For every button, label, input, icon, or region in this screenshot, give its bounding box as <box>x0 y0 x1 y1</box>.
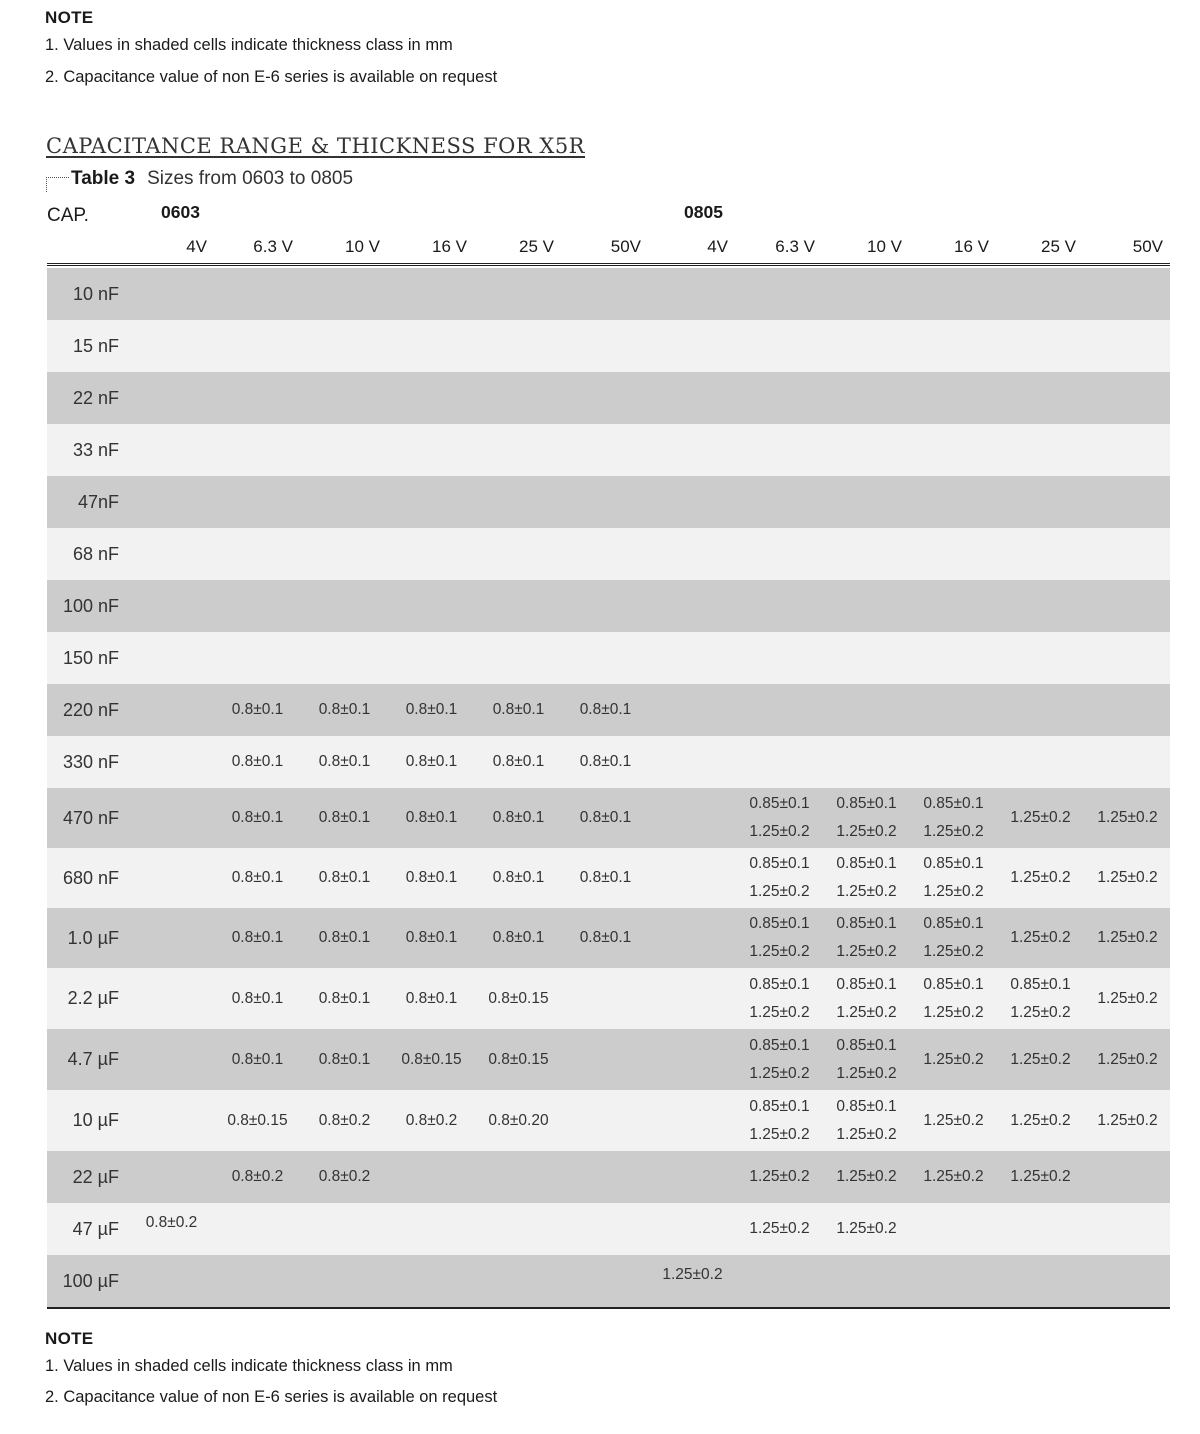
thickness-cell: 0.8±0.1 <box>405 701 458 718</box>
thickness-cell: 1.25±0.2 <box>749 1220 810 1237</box>
thickness-cell: 1.25±0.2 <box>1010 1051 1071 1068</box>
thickness-cell <box>823 910 910 966</box>
thickness-value: 1.25±0.2 <box>1010 1004 1071 1021</box>
thickness-cell: 0.8±0.1 <box>405 869 458 886</box>
capacitance-label: 33 nF <box>72 440 119 460</box>
capacitance-label: 22 µF <box>72 1167 119 1187</box>
thickness-cell: 1.25±0.2 <box>1010 809 1071 826</box>
thickness-value: 1.25±0.2 <box>836 1004 897 1021</box>
table-row <box>47 476 1170 528</box>
table-label: Table 3 <box>71 168 136 189</box>
capacitance-label: 2.2 µF <box>67 988 119 1008</box>
capacitance-label: 47 µF <box>72 1219 119 1239</box>
thickness-cell: 1.25±0.2 <box>1097 869 1158 886</box>
thickness-cell: 0.8±0.1 <box>318 869 371 886</box>
thickness-value: 0.85±0.1 <box>923 976 984 993</box>
table-caption <box>46 168 353 192</box>
thickness-cell: 0.8±0.1 <box>318 1051 371 1068</box>
caption-bracket-icon <box>46 177 69 192</box>
thickness-cell: 0.8±0.2 <box>145 1214 198 1231</box>
thickness-value: 0.85±0.1 <box>1010 976 1071 993</box>
thickness-cell <box>736 1032 823 1088</box>
thickness-value: 0.85±0.1 <box>923 855 984 872</box>
thickness-cell: 1.25±0.2 <box>1097 990 1158 1007</box>
capacitance-label: 15 nF <box>72 336 119 356</box>
thickness-cell: 0.8±0.1 <box>492 929 545 946</box>
thickness-value: 1.25±0.2 <box>749 943 810 960</box>
thickness-cell: 0.8±0.1 <box>405 809 458 826</box>
thickness-cell <box>823 790 910 846</box>
capacitance-label: 4.7 µF <box>67 1049 119 1069</box>
thickness-value: 1.25±0.2 <box>923 943 984 960</box>
table-description: Sizes from 0603 to 0805 <box>147 168 354 189</box>
thickness-cell <box>997 971 1084 1027</box>
note-line-2: 2. Capacitance value of non E-6 series is available on request <box>45 67 498 86</box>
thickness-value: 1.25±0.2 <box>836 1065 897 1082</box>
thickness-cell: 1.25±0.2 <box>1097 929 1158 946</box>
thickness-cell: 0.8±0.1 <box>492 869 545 886</box>
thickness-cell: 0.8±0.15 <box>488 990 549 1007</box>
table-row <box>47 1203 1170 1255</box>
thickness-cell: 0.8±0.2 <box>231 1168 284 1185</box>
table-row <box>47 268 1170 320</box>
thickness-cell <box>910 971 997 1027</box>
thickness-cell <box>823 850 910 906</box>
table-row <box>47 788 1170 848</box>
thickness-value: 0.85±0.1 <box>749 1098 810 1115</box>
thickness-cell: 1.25±0.2 <box>923 1168 984 1185</box>
table-row <box>47 908 1170 968</box>
table-bottom-rule <box>47 1307 1170 1309</box>
thickness-value: 1.25±0.2 <box>749 1065 810 1082</box>
voltage-header: 25 V <box>1041 237 1076 256</box>
thickness-value: 0.85±0.1 <box>836 1098 897 1115</box>
voltage-header: 6.3 V <box>775 237 815 256</box>
size-header-0805: 0805 <box>684 202 723 222</box>
table-row <box>47 1029 1170 1090</box>
table-row <box>47 1090 1170 1151</box>
voltage-header: 25 V <box>519 237 554 256</box>
thickness-cell <box>823 1032 910 1088</box>
thickness-cell: 0.8±0.1 <box>318 809 371 826</box>
table-row <box>47 632 1170 684</box>
thickness-value: 1.25±0.2 <box>923 1004 984 1021</box>
thickness-cell: 1.25±0.2 <box>836 1168 897 1185</box>
thickness-cell: 0.8±0.1 <box>231 701 284 718</box>
table-row <box>47 968 1170 1029</box>
capacitance-label: 1.0 µF <box>67 928 119 948</box>
top-note <box>45 8 497 93</box>
thickness-cell <box>910 850 997 906</box>
thickness-cell: 0.8±0.1 <box>579 929 632 946</box>
thickness-value: 1.25±0.2 <box>923 883 984 900</box>
thickness-value: 1.25±0.2 <box>836 1126 897 1143</box>
capacitance-label: 10 nF <box>72 284 119 304</box>
thickness-cell <box>823 971 910 1027</box>
voltage-header: 16 V <box>432 237 467 256</box>
table-row <box>47 372 1170 424</box>
thickness-value: 0.85±0.1 <box>749 1037 810 1054</box>
thickness-cell: 0.8±0.1 <box>231 753 284 770</box>
thickness-value: 0.85±0.1 <box>749 976 810 993</box>
thickness-cell: 0.8±0.2 <box>318 1112 371 1129</box>
thickness-value: 0.85±0.1 <box>749 915 810 932</box>
voltage-header: 4V <box>186 237 207 256</box>
note-title: NOTE <box>45 1329 94 1348</box>
voltage-header: 50V <box>1132 237 1163 256</box>
table-row <box>47 1255 1170 1307</box>
thickness-value: 1.25±0.2 <box>749 883 810 900</box>
thickness-cell <box>736 1093 823 1149</box>
thickness-value: 0.85±0.1 <box>836 1037 897 1054</box>
thickness-cell: 0.8±0.1 <box>318 990 371 1007</box>
thickness-cell <box>736 790 823 846</box>
thickness-value: 0.85±0.1 <box>836 795 897 812</box>
voltage-header: 16 V <box>954 237 989 256</box>
thickness-cell <box>823 1093 910 1149</box>
cap-column-header: CAP. <box>47 205 89 226</box>
capacitance-label: 100 µF <box>62 1271 119 1291</box>
table-top-rule <box>47 263 1170 266</box>
thickness-value: 1.25±0.2 <box>836 823 897 840</box>
thickness-cell: 0.8±0.1 <box>231 809 284 826</box>
table-row <box>47 320 1170 372</box>
note-title: NOTE <box>45 8 94 27</box>
thickness-value: 0.85±0.1 <box>923 795 984 812</box>
thickness-value: 0.85±0.1 <box>749 855 810 872</box>
thickness-cell: 0.8±0.1 <box>318 929 371 946</box>
thickness-cell: 0.8±0.1 <box>405 753 458 770</box>
table-row <box>47 848 1170 908</box>
voltage-header: 10 V <box>345 237 380 256</box>
thickness-cell: 0.8±0.2 <box>318 1168 371 1185</box>
thickness-cell: 0.8±0.1 <box>492 701 545 718</box>
thickness-cell: 0.8±0.1 <box>231 990 284 1007</box>
thickness-cell: 0.8±0.1 <box>492 809 545 826</box>
capacitance-label: 68 nF <box>72 544 119 564</box>
thickness-cell: 0.8±0.1 <box>579 701 632 718</box>
thickness-value: 1.25±0.2 <box>749 1004 810 1021</box>
thickness-value: 0.85±0.1 <box>749 795 810 812</box>
bottom-note <box>45 1329 497 1413</box>
thickness-cell: 0.8±0.1 <box>579 809 632 826</box>
thickness-value: 0.85±0.1 <box>836 915 897 932</box>
thickness-cell: 1.25±0.2 <box>923 1112 984 1129</box>
thickness-cell: 1.25±0.2 <box>1010 869 1071 886</box>
voltage-header: 4V <box>707 237 728 256</box>
thickness-cell: 1.25±0.2 <box>1097 809 1158 826</box>
thickness-cell: 0.8±0.15 <box>401 1051 462 1068</box>
voltage-header: 50V <box>610 237 641 256</box>
thickness-cell <box>910 910 997 966</box>
size-header-0603: 0603 <box>161 202 200 222</box>
thickness-cell: 0.8±0.1 <box>318 701 371 718</box>
voltage-header: 6.3 V <box>253 237 293 256</box>
capacitance-label: 10 µF <box>72 1110 119 1130</box>
table-row <box>47 580 1170 632</box>
thickness-cell <box>736 910 823 966</box>
capacitance-label: 150 nF <box>62 648 119 668</box>
table-row <box>47 684 1170 736</box>
thickness-value: 1.25±0.2 <box>836 943 897 960</box>
thickness-value: 1.25±0.2 <box>923 823 984 840</box>
thickness-value: 1.25±0.2 <box>836 883 897 900</box>
table-row <box>47 528 1170 580</box>
note-line-1: 1. Values in shaded cells indicate thickness class in mm <box>45 1357 453 1375</box>
thickness-cell: 0.8±0.20 <box>488 1112 549 1129</box>
thickness-cell: 1.25±0.2 <box>1010 929 1071 946</box>
thickness-cell: 0.8±0.1 <box>579 869 632 886</box>
thickness-cell: 0.8±0.1 <box>492 753 545 770</box>
thickness-cell: 0.8±0.15 <box>488 1051 549 1068</box>
thickness-cell: 0.8±0.1 <box>579 753 632 770</box>
thickness-cell: 1.25±0.2 <box>1010 1168 1071 1185</box>
thickness-value: 1.25±0.2 <box>749 1126 810 1143</box>
thickness-cell: 1.25±0.2 <box>836 1220 897 1237</box>
thickness-cell: 0.8±0.1 <box>405 990 458 1007</box>
table-row <box>47 736 1170 788</box>
thickness-cell: 0.8±0.1 <box>231 1051 284 1068</box>
thickness-value: 0.85±0.1 <box>836 976 897 993</box>
note-line-1: 1. Values in shaded cells indicate thickness class in mm <box>45 36 453 54</box>
thickness-cell <box>736 971 823 1027</box>
thickness-cell: 1.25±0.2 <box>662 1266 723 1283</box>
capacitance-label: 22 nF <box>72 388 119 408</box>
note-line-2: 2. Capacitance value of non E-6 series is available on request <box>45 1388 498 1406</box>
thickness-cell: 0.8±0.1 <box>405 929 458 946</box>
table-row <box>47 1151 1170 1203</box>
capacitance-label: 100 nF <box>62 596 119 616</box>
thickness-cell: 0.8±0.15 <box>227 1112 288 1129</box>
thickness-value: 1.25±0.2 <box>749 823 810 840</box>
thickness-cell <box>910 790 997 846</box>
thickness-cell: 0.8±0.1 <box>318 753 371 770</box>
thickness-value: 0.85±0.1 <box>836 855 897 872</box>
voltage-header: 10 V <box>867 237 902 256</box>
capacitance-label: 470 nF <box>62 808 119 828</box>
section-title: CAPACITANCE RANGE & THICKNESS FOR X5R <box>46 134 585 158</box>
thickness-cell: 1.25±0.2 <box>749 1168 810 1185</box>
capacitance-label: 220 nF <box>62 700 119 720</box>
thickness-cell: 1.25±0.2 <box>1010 1112 1071 1129</box>
thickness-cell: 0.8±0.1 <box>231 869 284 886</box>
capacitance-label: 47nF <box>77 492 119 512</box>
thickness-value: 0.85±0.1 <box>923 915 984 932</box>
thickness-cell: 1.25±0.2 <box>1097 1112 1158 1129</box>
thickness-cell: 1.25±0.2 <box>1097 1051 1158 1068</box>
thickness-cell: 0.8±0.1 <box>231 929 284 946</box>
table-row <box>47 424 1170 476</box>
thickness-cell <box>736 850 823 906</box>
capacitance-label: 680 nF <box>62 868 119 888</box>
thickness-cell: 1.25±0.2 <box>923 1051 984 1068</box>
capacitance-label: 330 nF <box>62 752 119 772</box>
thickness-cell: 0.8±0.2 <box>405 1112 458 1129</box>
